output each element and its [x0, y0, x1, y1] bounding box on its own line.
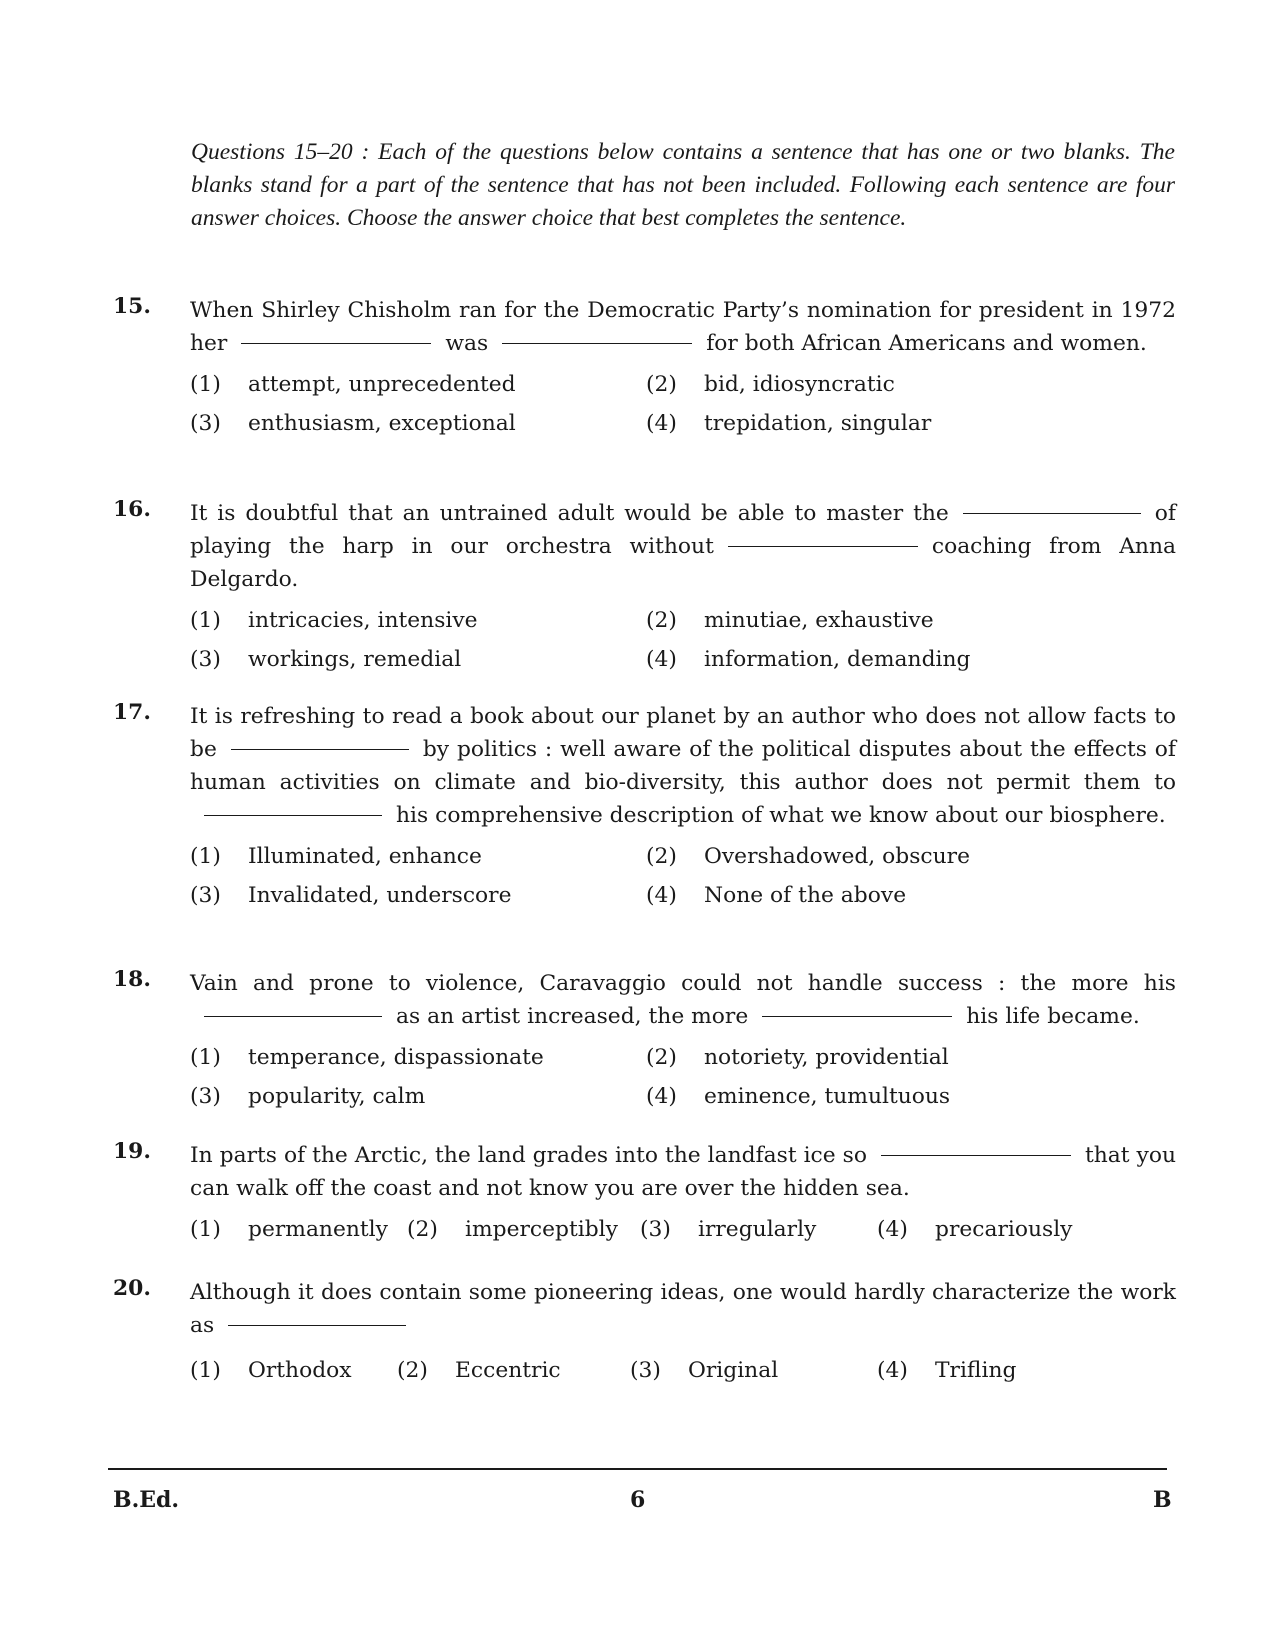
answer-options	[190, 1210, 1176, 1249]
question-number: 20.	[113, 1276, 151, 1301]
question-number: 15.	[113, 294, 151, 319]
option-4[interactable]: (4) Trifling	[877, 1358, 1017, 1383]
answer-blank	[762, 1016, 952, 1017]
option-1[interactable]: (1) Orthodox	[190, 1358, 352, 1383]
question-18	[113, 967, 1176, 1116]
option-4[interactable]: (4) trepidation, singular	[646, 411, 932, 436]
answer-options	[190, 1038, 1176, 1116]
option-2[interactable]: (2) imperceptibly	[407, 1217, 618, 1242]
option-3[interactable]: (3) popularity, calm	[190, 1084, 426, 1109]
option-3[interactable]: (3) Original	[630, 1358, 779, 1383]
option-3[interactable]: (3) irregularly	[640, 1217, 817, 1242]
question-19	[113, 1139, 1176, 1249]
answer-blank	[241, 343, 431, 344]
answer-blank	[228, 1325, 406, 1326]
question-number: 19.	[113, 1139, 151, 1164]
option-4[interactable]: (4) None of the above	[646, 883, 907, 908]
footer-course-code: B.Ed.	[113, 1487, 180, 1513]
question-16	[113, 497, 1176, 679]
option-2[interactable]: (2) notoriety, providential	[646, 1045, 949, 1070]
option-2[interactable]: (2) Eccentric	[397, 1358, 561, 1383]
option-3[interactable]: (3) enthusiasm, exceptional	[190, 411, 516, 436]
option-1[interactable]: (1) temperance, dispassionate	[190, 1045, 544, 1070]
question-stem: Vain and prone to violence, Caravaggio could not handle success : the more hisas an artist increased, the more his life became.	[190, 971, 1176, 1029]
section-instructions: Questions 15–20 : Each of the questions below contains a sentence that has one or two blanks. The blanks stand for a part of the sentence that has not been included. Following each sentence are four answer choices. Choose the answer choice that best completes the sentence.	[191, 139, 1175, 231]
footer-booklet-series: B	[1153, 1487, 1172, 1513]
question-number: 17.	[113, 700, 151, 725]
option-4[interactable]: (4) eminence, tumultuous	[646, 1084, 951, 1109]
question-20	[113, 1276, 1176, 1390]
question-stem: In parts of the Arctic, the land grades into the landfast ice so that you can walk off the coast and not know you are over the hidden sea.	[190, 1143, 1176, 1201]
answer-options	[190, 1351, 1176, 1390]
option-3[interactable]: (3) workings, remedial	[190, 647, 462, 672]
option-1[interactable]: (1) permanently	[190, 1217, 388, 1242]
answer-blank	[963, 513, 1141, 514]
option-4[interactable]: (4) information, demanding	[646, 647, 971, 672]
answer-options	[190, 601, 1176, 679]
question-stem: When Shirley Chisholm ran for the Democratic Party’s nomination for president in 1972 her was for both African Americans and women.	[190, 298, 1176, 356]
question-stem: Although it does contain some pioneering ideas, one would hardly characterize the work as	[190, 1280, 1176, 1338]
answer-blank	[231, 749, 409, 750]
answer-blank	[204, 1016, 382, 1017]
answer-blank	[502, 343, 692, 344]
option-4[interactable]: (4) precariously	[877, 1217, 1073, 1242]
question-stem: It is doubtful that an untrained adult would be able to master the of playing the harp in our orchestra without coaching from Anna Delgardo.	[190, 501, 1177, 592]
question-15	[113, 294, 1176, 443]
option-1[interactable]: (1) attempt, unprecedented	[190, 372, 516, 397]
question-17	[113, 700, 1176, 915]
option-3[interactable]: (3) Invalidated, underscore	[190, 883, 512, 908]
question-number: 16.	[113, 497, 151, 522]
option-2[interactable]: (2) minutiae, exhaustive	[646, 608, 934, 633]
answer-options	[190, 837, 1176, 915]
question-stem: It is refreshing to read a book about our planet by an author who does not allow facts to be by politics : well aware of the political disputes about the effects of human activities on climate and bio-diversity, this author does not permit them tohis comprehensive description of what we know about our biosphere.	[190, 704, 1176, 828]
question-number: 18.	[113, 967, 151, 992]
answer-blank	[728, 546, 918, 547]
option-2[interactable]: (2) bid, idiosyncratic	[646, 372, 895, 397]
answer-blank	[881, 1155, 1071, 1156]
page-number: 6	[630, 1487, 646, 1513]
answer-blank	[204, 815, 382, 816]
option-1[interactable]: (1) intricacies, intensive	[190, 608, 478, 633]
footer-divider	[108, 1468, 1167, 1470]
option-2[interactable]: (2) Overshadowed, obscure	[646, 844, 970, 869]
option-1[interactable]: (1) Illuminated, enhance	[190, 844, 482, 869]
answer-options	[190, 365, 1176, 443]
